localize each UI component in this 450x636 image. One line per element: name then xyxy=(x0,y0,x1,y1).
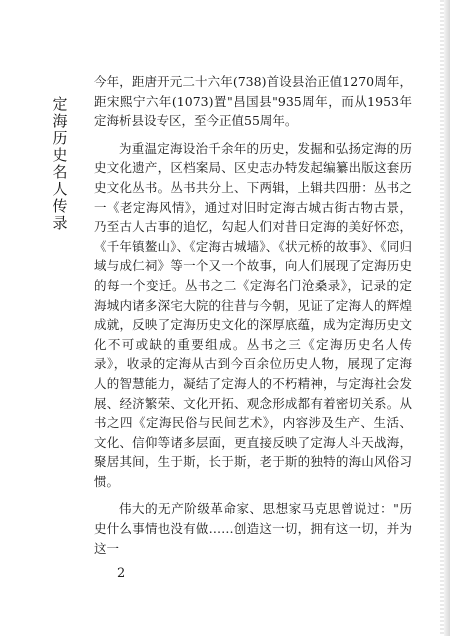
running-title-char: 人 xyxy=(52,180,68,198)
body-text xyxy=(94,72,412,558)
running-title-char: 海 xyxy=(52,112,68,130)
paragraph-continued: 今年，距唐开元二十六年(738)首设县治正值1270周年，距宋熙宁六年(1073)置"昌国县"935周年，而从1953年定海析县设专区，至今正值55周年。 xyxy=(94,74,412,129)
running-title-char: 传 xyxy=(52,197,68,215)
running-title-char: 历 xyxy=(52,129,68,147)
running-title-char: 史 xyxy=(52,146,68,164)
paragraph: 伟大的无产阶级革命家、思想家马克思曾说过："历史什么事情也没有做……创造这一切，拥有这一切，并为这一 xyxy=(94,501,412,556)
running-title-char: 录 xyxy=(52,214,68,232)
running-title-vertical xyxy=(50,96,70,232)
running-title-char: 定 xyxy=(52,95,68,113)
page-number: 2 xyxy=(117,566,126,581)
running-title-char: 名 xyxy=(52,163,68,181)
paragraph: 为重温定海设治千余年的历史，发掘和弘扬定海的历史文化遗产，区档案局、区史志办特发起编纂出版这套历史文化丛书。丛书共分上、下两辑，上辑共四册：丛书之一《老定海风情》，通过对旧时定海古城古街古物古景，乃至古人古事的追忆，勾起人们对昔日定海的美好怀恋，《千年镇鳌山》、《定海古城墙》、《状元桥的故事》、《同归域与成仁祠》等一个又一个故事，向人们展现了定海历史的每一个变迁。丛书之二《定海名门沧桑录》，记录的定海城内诸多深宅大院的往昔与今朝，见证了定海人的辉煌成就，反映了定海历史文化的深厚底蕴，成为定海历史文化不可或缺的重要组成。丛书之三《定海历史名人传录》，收录的定海从古到今百余位历史人物，展现了定海人的智慧能力，凝结了定海人的不朽精神，与定海社会发展、经济繁荣、文化开拓、观念形成都有着密切关系。从书之四《定海民俗与民间艺术》，内容涉及生产、生活、文化、信仰等诸多层面，更直接反映了定海人斗天战海，聚居其间，生于斯，长于斯，老于斯的独特的海山风俗习惯。 xyxy=(94,140,412,489)
page-edge xyxy=(444,0,450,636)
